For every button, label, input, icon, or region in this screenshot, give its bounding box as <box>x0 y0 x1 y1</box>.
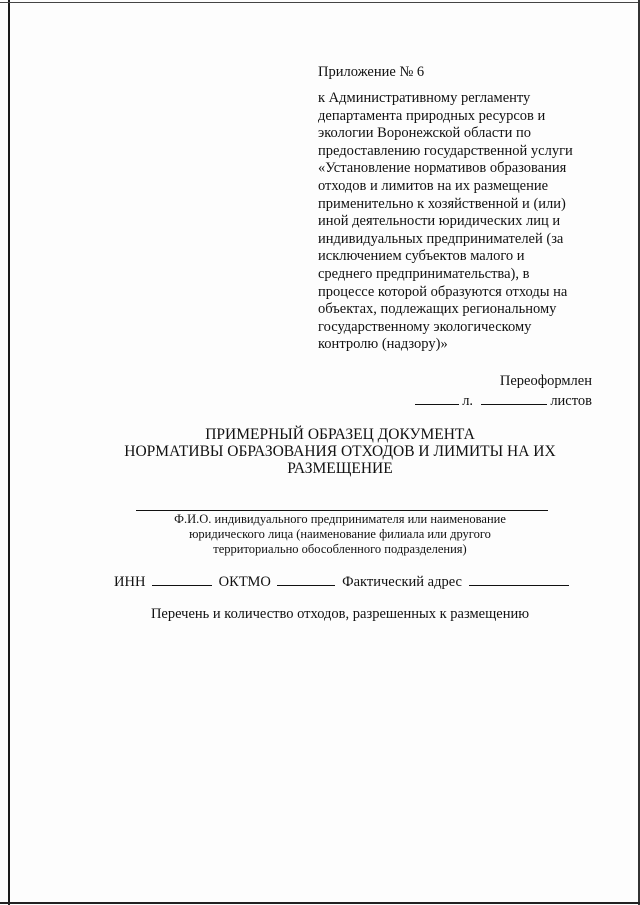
heading-line: НОРМАТИВЫ ОБРАЗОВАНИЯ ОТХОДОВ И ЛИМИТЫ НА ИХ <box>124 443 556 460</box>
inn-blank <box>152 573 212 586</box>
annex-title: Приложение № 6 <box>318 64 425 80</box>
fio-caption-line: территориально обособленного подразделения) <box>213 542 467 556</box>
reformed-label: Переоформлен <box>499 373 592 389</box>
sheets-blank-1 <box>415 392 459 405</box>
annex-line: отходов и лимитов на их размещение <box>318 177 549 194</box>
annex-line: исключением субъектов малого и <box>318 248 525 265</box>
annex-line: объектах, подлежащих региональному <box>318 301 557 318</box>
fio-caption <box>110 512 570 557</box>
fio-blank-line <box>136 510 548 511</box>
scan-edge-top <box>0 2 640 3</box>
annex-line: экологии Воронежской области по <box>318 125 532 142</box>
fio-caption-line: юридического лица (наименование филиала или другого <box>189 527 491 541</box>
annex-line: иной деятельности юридических лиц и <box>318 213 561 230</box>
annex-line: контролю (надзору)» <box>318 336 448 353</box>
requisites-row <box>114 573 572 591</box>
annex-line: государственному экологическому <box>318 318 532 335</box>
inn-label: ИНН <box>114 574 146 590</box>
annex-line: департамента природных ресурсов и <box>318 107 546 124</box>
oktmo-blank <box>277 573 335 586</box>
oktmo-label: ОКТМО <box>218 574 271 590</box>
scan-edge-bottom <box>0 902 640 904</box>
annex-line: процессе которой образуются отходы на <box>318 283 568 300</box>
annex-line: применительно к хозяйственной и (или) <box>318 195 566 212</box>
address-blank <box>469 573 569 586</box>
scan-edge-left <box>8 0 10 905</box>
annex-line: индивидуальных предпринимателей (за <box>318 230 564 247</box>
sheets-mid-label: л. <box>462 393 474 409</box>
sheets-count-row <box>415 392 592 410</box>
waste-list-title: Перечень и количество отходов, разрешенных к размещению <box>150 606 530 622</box>
fio-caption-line: Ф.И.О. индивидуального предпринимателя или наименование <box>174 512 506 526</box>
sheets-end-label: листов <box>550 393 592 409</box>
annex-line: среднего предпринимательства), в <box>318 265 530 282</box>
annex-line: «Установление нормативов образования <box>318 160 567 177</box>
heading-line: ПРИМЕРНЫЙ ОБРАЗЕЦ ДОКУМЕНТА <box>205 426 475 443</box>
document-heading <box>60 426 620 477</box>
heading-line: РАЗМЕЩЕНИЕ <box>287 460 393 477</box>
annex-line: предоставлению государственной услуги <box>318 142 573 159</box>
annex-line: к Административному регламенту <box>318 90 531 106</box>
annex-description <box>318 90 598 354</box>
address-label: Фактический адрес <box>342 574 462 590</box>
sheets-blank-2 <box>481 392 547 405</box>
